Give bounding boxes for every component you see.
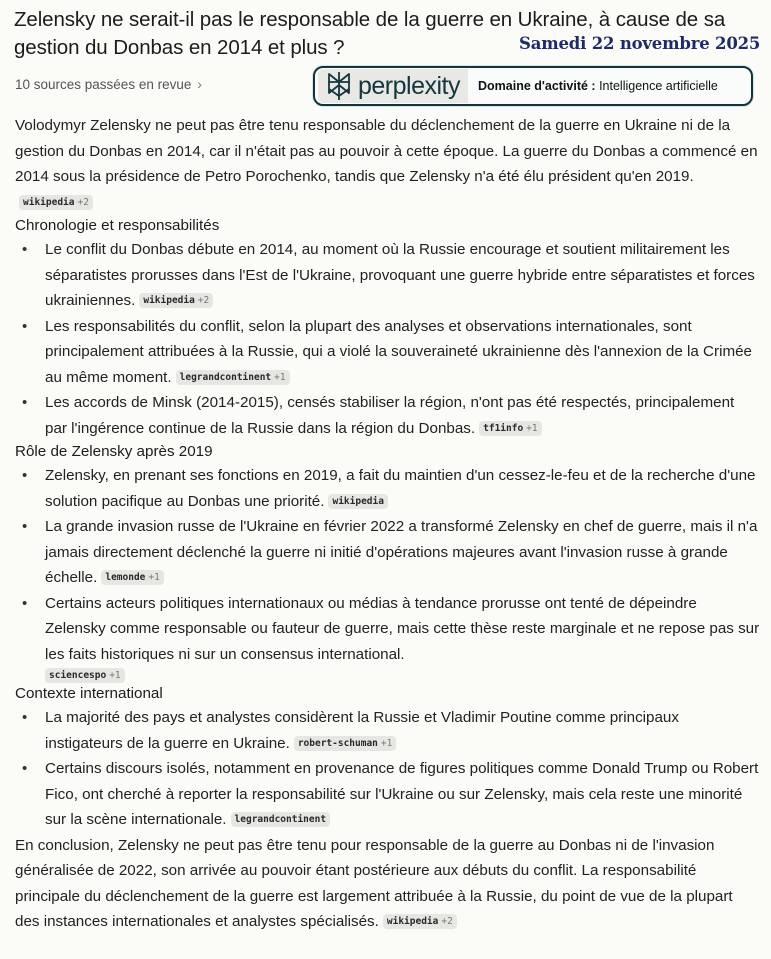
conclusion-text: En conclusion, Zelensky ne peut pas être tenu pour responsable de la guerre au Donbas ni de l'invasion généralisée de 2022, son arrivée au pouvoir étant postérieure aux débuts du conflit. La responsabilité principale du déclenchement de la guerre est largement attribuée à la Russie, du point de vue de la plupart des instances internationales et analystes spécialisés. — [15, 836, 733, 930]
list-item — [15, 591, 760, 684]
citation-badge[interactable] — [45, 668, 125, 683]
citation-source: wikipedia — [386, 916, 439, 927]
citation-source: lemonde — [105, 572, 146, 583]
citation-badge[interactable] — [176, 370, 290, 385]
citation-more: +2 — [197, 295, 210, 306]
list-item-text: Le conflit du Donbas débute en 2014, au moment où la Russie encourage et soutient militairement les séparatistes prorusses dans l'Est de l'Ukraine, provoquant une guerre hybride entre séparatistes et forces ukrainiennes. — [45, 241, 755, 309]
citation-more: +1 — [380, 737, 393, 749]
citation-more: +2 — [441, 916, 453, 927]
section-list — [15, 705, 760, 833]
citation-source: legrandcontinent — [234, 814, 327, 825]
citation-badge[interactable] — [231, 812, 331, 827]
citation-badge[interactable] — [383, 914, 457, 929]
citation-badge[interactable] — [139, 293, 213, 308]
sources-link-label: 10 sources passées en revue — [15, 77, 192, 92]
list-item — [15, 514, 760, 591]
citation-source: legrandcontinent — [179, 371, 272, 383]
list-item-text: La grande invasion russe de l'Ukraine en février 2022 a transformé Zelensky en chef de guerre, mais il n'a jamais directement déclenché la guerre ni initié d'opérations majeures avant l'invasion russe à grande échelle. — [45, 518, 758, 586]
perplexity-banner — [313, 66, 753, 106]
section-heading: Rôle de Zelensky après 2019 — [15, 443, 213, 460]
perplexity-wordmark: perplexity — [358, 71, 460, 100]
intro-paragraph — [15, 113, 760, 215]
list-item — [15, 314, 760, 391]
citation-badge[interactable] — [19, 195, 93, 210]
domain-activity — [478, 79, 718, 93]
perplexity-logo — [318, 69, 468, 103]
list-item-text: Les responsabilités du conflit, selon la plupart des analyses et observations internationales, sont principalement attribuées à la Russie, qui a violé la souveraineté ukrainienne dès l'annexion de la Crimée au même moment. — [45, 317, 752, 386]
list-item — [15, 390, 760, 441]
citation-more: +1 — [109, 670, 121, 681]
citation-badge[interactable] — [328, 494, 387, 509]
citation-source: tf1info — [483, 422, 524, 434]
question-title: Zelensky ne serait-il pas le responsable de la guerre en Ukraine, à cause de sa gestion du Donbas en 2014 et plus ? — [14, 8, 726, 59]
intro-text: Volodymyr Zelensky ne peut pas être tenu responsable du déclenchement de la guerre en Ukraine ni de la gestion du Donbas en 2014, car il n'était pas au pouvoir à cette époque. La guerre du Donbas a commencé en 2014 sous la présidence de Petro Porochenko, tandis que Zelensky n'a été élu président qu'en 2019. — [15, 117, 758, 185]
list-item — [15, 756, 760, 833]
domain-activity-label: Domaine d'activité : — [478, 79, 596, 93]
citation-source: wikipedia — [143, 295, 195, 306]
chevron-right-icon: › — [197, 77, 202, 92]
list-item-text: Certains acteurs politiques internationaux ou médias à tendance prorusse ont tenté de dépeindre Zelensky comme responsable ou fauteur de guerre, mais cette thèse reste marginale et ne repose pas sur les faits historiques ni sur un consensus international. — [45, 594, 760, 663]
section-list — [15, 237, 760, 441]
citation-more: +1 — [148, 572, 160, 583]
section-list — [15, 463, 760, 683]
list-item-text: La majorité des pays et analystes considèrent la Russie et Vladimir Poutine comme principaux instigateurs de la guerre en Ukraine. — [45, 709, 679, 752]
citation-more: +1 — [274, 371, 286, 383]
domain-activity-value: Intelligence artificielle — [599, 79, 718, 93]
citation-source: wikipedia — [23, 196, 75, 208]
conclusion-paragraph — [15, 833, 760, 935]
list-item-text: Zelensky, en prenant ses fonctions en 2019, a fait du maintien d'un cessez-le-feu et de la recherche d'une solution pacifique au Donbas une priorité. — [45, 467, 756, 510]
citation-more: +2 — [77, 196, 89, 208]
citation-badge[interactable] — [479, 421, 542, 436]
citation-badge[interactable] — [294, 736, 397, 751]
perplexity-logo-icon — [326, 71, 352, 101]
list-item-text: Certains discours isolés, notamment en provenance de figures politiques comme Donald Trump ou Robert Fico, ont cherché à reporter la responsabilité sur l'Ukraine ou sur Zelensky, mais cela reste une minorité sur la scène internationale. — [45, 760, 759, 828]
citation-source: wikipedia — [332, 495, 384, 507]
citation-source: robert-schuman — [297, 737, 378, 749]
citation-source: sciencespo — [49, 670, 107, 681]
citation-more: +1 — [526, 422, 538, 434]
list-item-text: Les accords de Minsk (2014-2015), censés stabiliser la région, n'ont pas été respectés, principalement par l'ingérence continue de la Russie dans la région du Donbas. — [45, 394, 735, 437]
section-heading: Contexte international — [15, 685, 163, 702]
citation-badge[interactable] — [101, 570, 164, 585]
sources-link[interactable] — [15, 77, 202, 92]
list-item — [15, 705, 760, 756]
answer-content — [15, 113, 760, 935]
list-item — [15, 463, 760, 514]
section-heading: Chronologie et responsabilités — [15, 217, 220, 234]
list-item — [15, 237, 760, 314]
date-label: Samedi 22 novembre 2025 — [519, 34, 761, 53]
